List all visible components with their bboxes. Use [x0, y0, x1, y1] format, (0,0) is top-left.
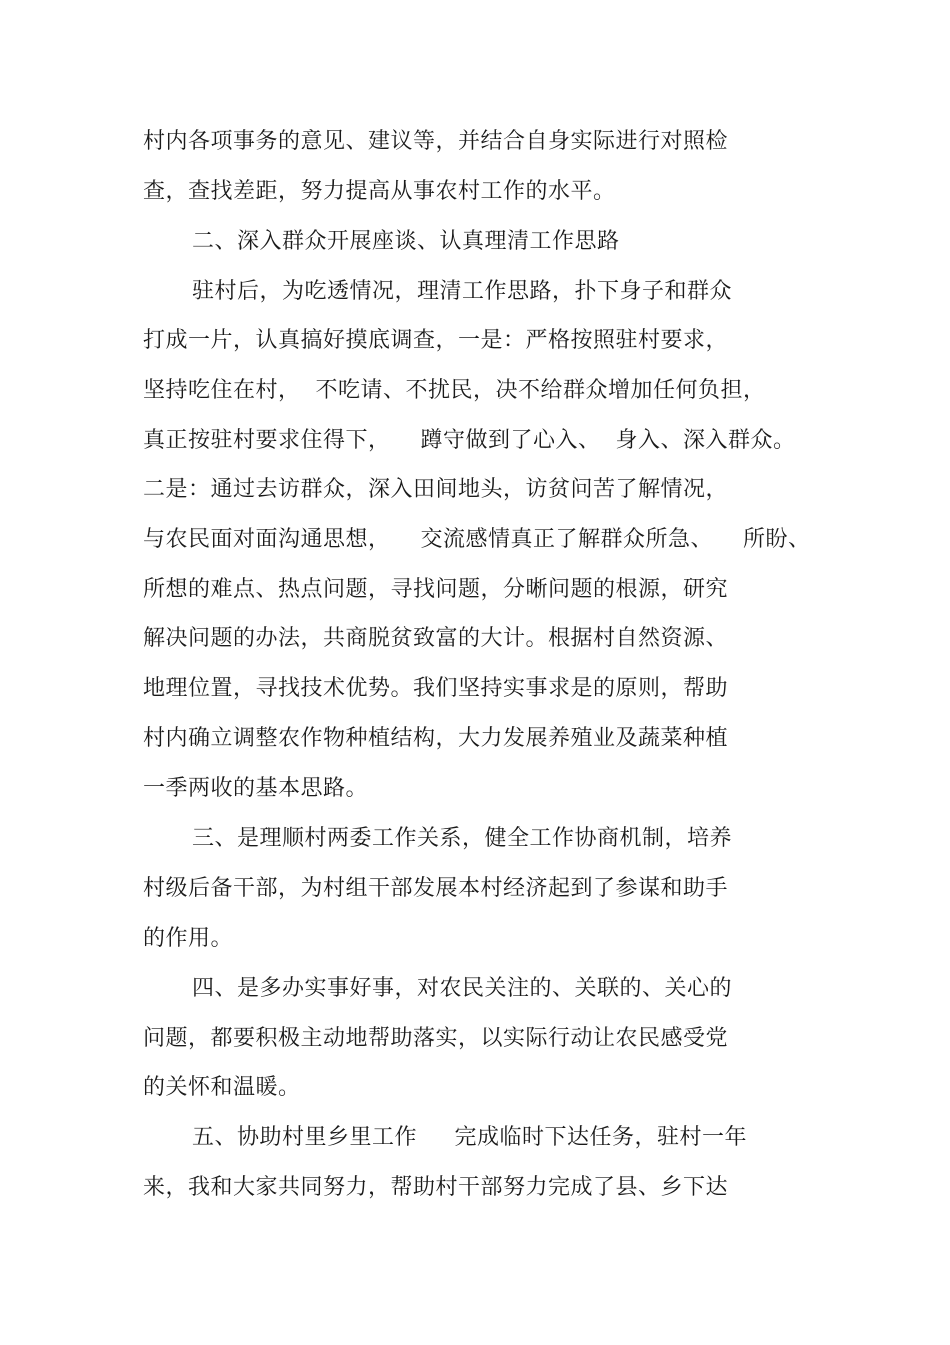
- paragraph-line: 查，查找差距，努力提高从事农村工作的水平。: [143, 179, 616, 204]
- paragraph-line: 解决问题的办法，共商脱贫致富的大计。根据村自然资源、: [143, 626, 729, 651]
- paragraph-line: 四、是多办实事好事，对农民关注的、关联的、关心的: [192, 976, 733, 1001]
- paragraph-line: 村内确立调整农作物种植结构，大力发展养殖业及蔬菜种植: [143, 726, 729, 751]
- section-heading: 二、深入群众开展座谈、认真理清工作思路: [192, 229, 620, 254]
- paragraph-line: 坚持吃住在村， 不吃请、不扰民，决不给群众增加任何负担，: [143, 378, 766, 403]
- paragraph-line: 问题，都要积极主动地帮助落实，以实际行动让农民感受党: [143, 1026, 729, 1051]
- paragraph-line: 五、协助村里乡里工作 完成临时下达任务，驻村一年: [192, 1125, 747, 1150]
- paragraph-line: 的作用。: [143, 926, 234, 951]
- paragraph-line: 村内各项事务的意见、建议等，并结合自身实际进行对照检: [143, 129, 729, 154]
- paragraph-line: 地理位置，寻找技术优势。我们坚持实事求是的原则，帮助: [143, 676, 729, 701]
- paragraph-line: 与农民面对面沟通思想， 交流感情真正了解群众所急、 所盼、: [143, 527, 811, 552]
- paragraph-line: 来，我和大家共同努力，帮助村干部努力完成了县、乡下达: [143, 1175, 729, 1200]
- paragraph-line: 村级后备干部，为村组干部发展本村经济起到了参谋和助手: [143, 876, 729, 901]
- paragraph-line: 真正按驻村要求住得下， 蹲守做到了心入、 身入、深入群众。: [143, 428, 796, 453]
- paragraph-line: 一季两收的基本思路。: [143, 776, 369, 801]
- paragraph-line: 打成一片，认真搞好摸底调查，一是：严格按照驻村要求，: [143, 328, 729, 353]
- paragraph-line: 的关怀和温暖。: [143, 1075, 301, 1100]
- paragraph-line: 二是：通过去访群众，深入田间地头，访贫问苦了解情况，: [143, 477, 729, 502]
- paragraph-line: 三、是理顺村两委工作关系，健全工作协商机制，培养: [192, 826, 733, 851]
- paragraph-line: 所想的难点、热点问题，寻找问题，分晰问题的根源，研究: [143, 577, 729, 602]
- paragraph-line: 驻村后，为吃透情况，理清工作思路，扑下身子和群众: [192, 279, 733, 304]
